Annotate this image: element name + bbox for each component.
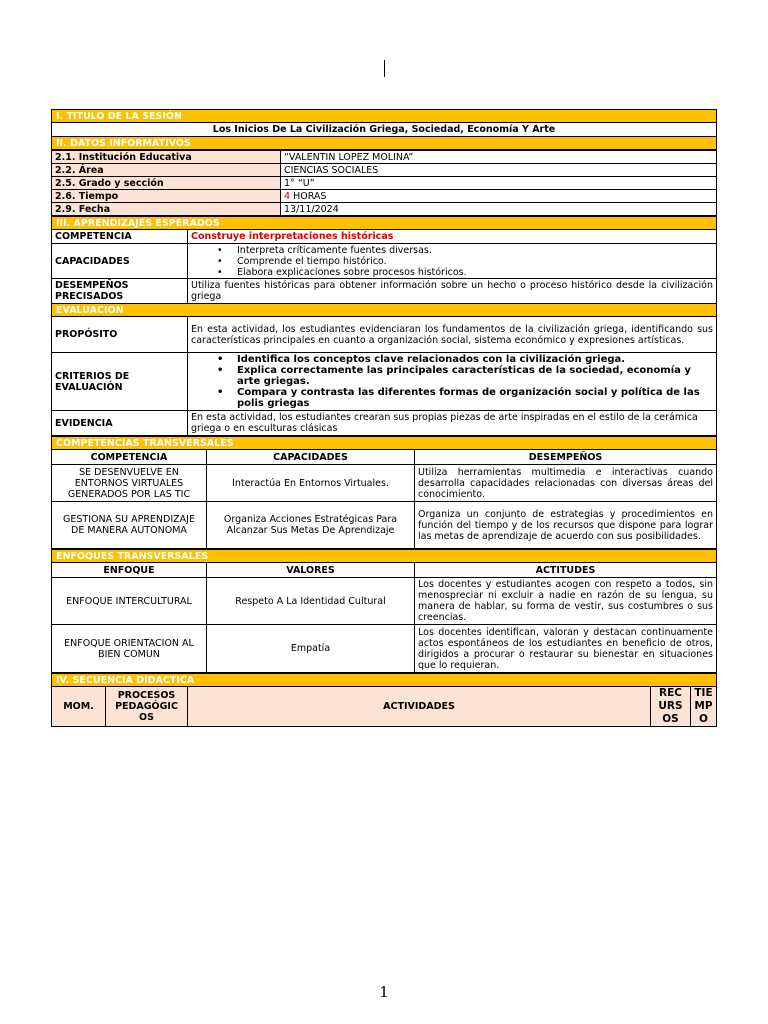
dato-value-institucion: “VALENTIN LOPEZ MOLINA” bbox=[281, 151, 717, 164]
tiempo-unit: HORAS bbox=[290, 190, 327, 202]
col-header-competencia: COMPETENCIA bbox=[52, 450, 207, 465]
datos-table bbox=[51, 150, 717, 216]
lesson-plan-document bbox=[51, 109, 717, 727]
section-header-datos: II. DATOS INFORMATIVOS bbox=[52, 137, 717, 150]
section-header-enfoques: ENFOQUES TRANSVERSALES bbox=[52, 550, 717, 563]
section-header-competencias: COMPETENCIAS TRANSVERSALES bbox=[52, 437, 717, 450]
enfoque-row-enfoque: ENFOQUE INTERCULTURAL bbox=[52, 578, 207, 625]
dato-label-tiempo: 2.6. Tiempo bbox=[52, 190, 281, 203]
title-table bbox=[51, 109, 717, 150]
competencia-value: Construye interpretaciones históricas bbox=[188, 230, 717, 244]
capacidad-item: • Interpreta críticamente fuentes diversas. bbox=[191, 245, 713, 256]
enfoque-row-actitud: Los docentes y estudiantes acogen con respeto a todos, sin menospreciar ni excluir a nadie en razón de su lengua, su manera de hablar, su forma de vestir, sus costumbres o sus creencias. bbox=[415, 578, 717, 625]
section-header-secuencia: IV. SECUENCIA DIDACTICA bbox=[52, 674, 717, 687]
col-header-actitudes: ACTITUDES bbox=[415, 563, 717, 578]
comp-row-desempeno: Organiza un conjunto de estrategias y procedimientos en función del tiempo y de los recursos que dispone para lograr las metas de aprendizaje de acuerdo con sus posibilidades. bbox=[415, 502, 717, 549]
col-header-capacidades: CAPACIDADES bbox=[207, 450, 415, 465]
dato-value-fecha: 13/11/2024 bbox=[281, 203, 717, 216]
dato-value-tiempo bbox=[281, 190, 717, 203]
capacidad-item: • Comprende el tiempo histórico. bbox=[191, 256, 713, 267]
tiempo-number: 4 bbox=[284, 190, 291, 202]
col-header-valores: VALORES bbox=[207, 563, 415, 578]
aprendizajes-table bbox=[51, 216, 717, 436]
dato-value-grado: 1° “U” bbox=[281, 177, 717, 190]
evidencia-value: En esta actividad, los estudiantes crearan sus propias piezas de arte inspiradas en el estilo de la cerámica griega o en esculturas clásicas bbox=[188, 411, 717, 436]
capacidades-label: CAPACIDADES bbox=[52, 244, 188, 279]
col-header-procesos: PROCESOS PEDAGÓGIC OS bbox=[106, 687, 188, 727]
comp-row-competencia: GESTIONA SU APRENDIZAJE DE MANERA AUTONOMA bbox=[52, 502, 207, 549]
capacidades-list bbox=[188, 244, 717, 279]
dato-label-fecha: 2.9. Fecha bbox=[52, 203, 281, 216]
dato-value-area: CIENCIAS SOCIALES bbox=[281, 164, 717, 177]
dato-label-area: 2.2. Área bbox=[52, 164, 281, 177]
col-header-actividades: ACTIVIDADES bbox=[188, 687, 651, 727]
desempenos-label: DESEMPEÑOS PRECISADOS bbox=[52, 279, 188, 304]
secuencia-table bbox=[51, 673, 717, 727]
text-cursor bbox=[384, 60, 385, 77]
col-header-recursos: REC URS OS bbox=[651, 687, 691, 727]
col-header-tiempo: TIE MP O bbox=[691, 687, 717, 727]
criterio-item: • Explica correctamente las principales características de la sociedad, economía y arte griegas. bbox=[191, 365, 713, 387]
desempenos-value: Utiliza fuentes históricas para obtener información sobre un hecho o proceso histórico desde la civilización griega bbox=[188, 279, 717, 304]
section-header-titulo: I. TITULO DE LA SESIÓN bbox=[52, 110, 717, 123]
section-header-evaluacion: EVALUACION bbox=[52, 304, 717, 317]
section-header-aprendizajes: III. APRENDIZAJES ESPERADOS bbox=[52, 217, 717, 230]
dato-label-institucion: 2.1. Institución Educativa bbox=[52, 151, 281, 164]
col-header-desempenos: DESEMPEÑOS bbox=[415, 450, 717, 465]
criterio-item: • Compara y contrasta las diferentes formas de organización social y política de las polis griegas bbox=[191, 387, 713, 409]
enfoques-transversales-table bbox=[51, 549, 717, 673]
capacidad-item: • Elabora explicaciones sobre procesos históricos. bbox=[191, 267, 713, 278]
competencia-label: COMPETENCIA bbox=[52, 230, 188, 244]
proposito-value: En esta actividad, los estudiantes evidenciaran los fundamentos de la civilización griega, identificando sus características principales en cuanto a organización social, sistema económico y expresiones artísticas. bbox=[188, 317, 717, 353]
comp-row-competencia: SE DESENVUELVE EN ENTORNOS VIRTUALES GENERADOS POR LAS TIC bbox=[52, 465, 207, 502]
criterios-label: CRITERIOS DE EVALUACIÓN bbox=[52, 353, 188, 411]
enfoque-row-valor: Respeto A La Identidad Cultural bbox=[207, 578, 415, 625]
enfoque-row-enfoque: ENFOQUE ORIENTACION AL BIEN COMUN bbox=[52, 625, 207, 673]
competencias-transversales-table bbox=[51, 436, 717, 549]
col-header-mom: MOM. bbox=[52, 687, 106, 727]
page-number: 1 bbox=[379, 983, 389, 1001]
criterio-item: • Identifica los conceptos clave relacionados con la civilización griega. bbox=[191, 354, 713, 365]
dato-label-grado: 2.5. Grado y sección bbox=[52, 177, 281, 190]
criterios-list bbox=[188, 353, 717, 411]
col-header-enfoque: ENFOQUE bbox=[52, 563, 207, 578]
comp-row-desempeno: Utiliza herramientas multimedia e interactivas cuando desarrolla capacidades relacionadas con diversas áreas del conocimiento. bbox=[415, 465, 717, 502]
session-title: Los Inicios De La Civilización Griega, Sociedad, Economía Y Arte bbox=[52, 123, 717, 137]
enfoque-row-valor: Empatía bbox=[207, 625, 415, 673]
enfoque-row-actitud: Los docentes identifican, valoran y destacan continuamente actos espontáneos de los estudiantes en beneficio de otros, dirigidos a procurar o restaurar su bienestar en situaciones que lo requieran. bbox=[415, 625, 717, 673]
proposito-label: PROPÓSITO bbox=[52, 317, 188, 353]
evidencia-label: EVIDENCIA bbox=[52, 411, 188, 436]
comp-row-capacidad: Organiza Acciones Estratégicas Para Alcanzar Sus Metas De Aprendizaje bbox=[207, 502, 415, 549]
comp-row-capacidad: Interactúa En Entornos Virtuales. bbox=[207, 465, 415, 502]
